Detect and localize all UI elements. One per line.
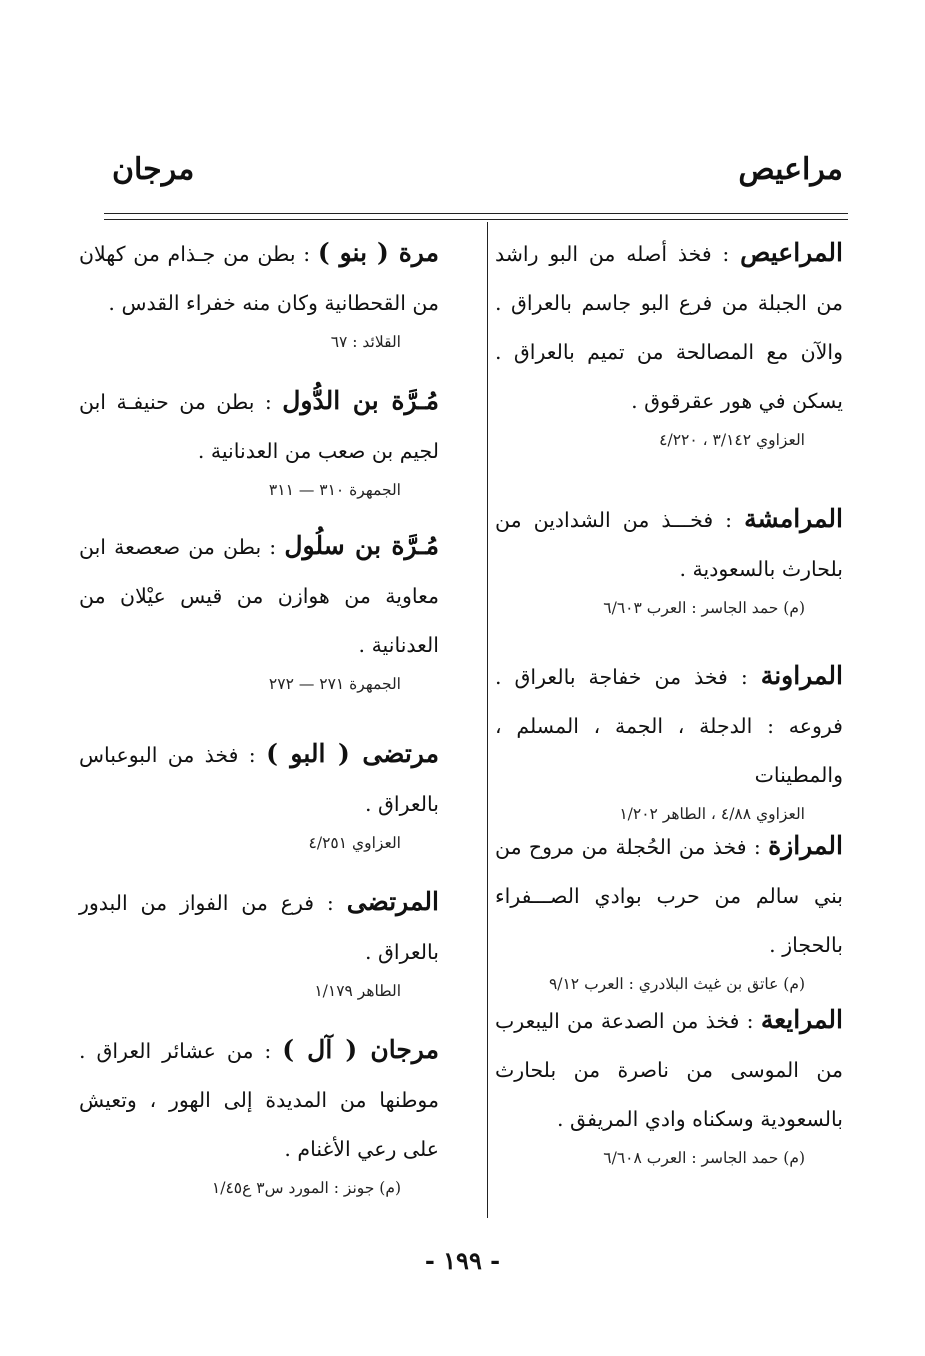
entry-text bbox=[79, 228, 439, 328]
page-number: - ١٩٩ - bbox=[424, 1246, 501, 1275]
entry-name: المراعيص bbox=[740, 238, 843, 267]
running-header-left: مرجان bbox=[112, 152, 195, 187]
header-rule-top bbox=[104, 213, 848, 214]
entry-name: مرتضى ( البو ) bbox=[266, 739, 439, 768]
entry-source: العزاوي ٤/٢٥١ bbox=[308, 834, 401, 852]
entry-source: (م) جونز : المورد س٣ ع١/٤٥ bbox=[211, 1179, 401, 1197]
entry-body: : فخذ أصله من البو راشد من الجبلة من فرع البو جاسم بالعراق . والآن مع المصالحة من تميم بالعراق . يسكن في هور عقرقوق . bbox=[495, 242, 843, 413]
entry-text bbox=[79, 729, 439, 829]
entry-text bbox=[495, 494, 843, 594]
entry-murra-dul bbox=[79, 376, 439, 521]
entry-murtada-bu bbox=[79, 729, 439, 877]
entry-body: : فخذ من الحُجلة من مروح من بني سالم من حرب بوادي الصـــفراء بالحجاز . bbox=[495, 835, 843, 957]
entry-murra-salul bbox=[79, 521, 439, 729]
entry-source: (م) عاتق بن غيث البلادري : العرب ٩/١٢ bbox=[548, 975, 805, 993]
entry-name: المرايعة bbox=[760, 1005, 843, 1034]
entry-text bbox=[79, 1025, 439, 1174]
entry-source: الطاهر ١/١٧٩ bbox=[314, 982, 401, 1000]
column-divider bbox=[487, 222, 488, 1218]
entry-maraza bbox=[495, 821, 843, 995]
entry-source: (م) حمد الجاسر : العرب ٦/٦٠٣ bbox=[603, 599, 805, 617]
entry-text bbox=[79, 877, 439, 977]
entry-text bbox=[79, 376, 439, 476]
entry-source: الجمهرة ٣١٠ — ٣١١ bbox=[268, 481, 401, 499]
header-rule-bottom bbox=[104, 219, 848, 220]
entry-name: مُـرَّة بن سلُول bbox=[284, 531, 439, 560]
entry-text bbox=[495, 995, 843, 1144]
entry-name: المرازة bbox=[768, 831, 843, 860]
entry-body: : فخذ من البوعباس بالعراق . bbox=[79, 743, 439, 816]
entry-body: : بطن من صعصعة ابن معاوية من هوازن من قيس عيْلان من العدنانية . bbox=[79, 535, 439, 657]
entry-body: : فرع من الفواز من البدور بالعراق . bbox=[79, 891, 439, 964]
entry-body: : بطن من حنيفـة ابن لجيم بن صعب من العدنانية . bbox=[79, 390, 439, 463]
entry-body: : بطن من جـذام من كهلان من القحطانية وكان منه خفراء القدس . bbox=[79, 242, 439, 315]
entry-marayaa bbox=[495, 995, 843, 1205]
running-header-right: مراعيص bbox=[738, 152, 843, 187]
entry-name: المراونة bbox=[760, 661, 843, 690]
left-column bbox=[79, 228, 439, 1205]
entry-murra bbox=[79, 228, 439, 376]
entry-text bbox=[79, 521, 439, 670]
entry-marjan bbox=[79, 1025, 439, 1205]
entry-source: العزاوي ٤/٨٨ ، الطاهر ١/٢٠٢ bbox=[619, 805, 805, 823]
entry-name: المرتضى bbox=[346, 887, 439, 916]
entry-body: : من عشائر العراق . موطنها من المديدة إلى الهور ، وتعيش على رعي الأغنام . bbox=[79, 1039, 439, 1161]
entry-al-murtada bbox=[79, 877, 439, 1025]
entry-body: : فخذ من الصدعة من اليبعرب من الموسى من ناصرة من بلحارث بالسعودية وسكناه وادي المريفق . bbox=[495, 1009, 843, 1131]
entry-source: (م) حمد الجاسر : العرب ٦/٦٠٨ bbox=[603, 1149, 805, 1167]
entry-marawna bbox=[495, 651, 843, 821]
entry-source: العزاوي ٣/١٤٢ ، ٤/٢٢٠ bbox=[659, 431, 805, 449]
entry-name: مُـرَّة بن الدُّول bbox=[282, 386, 439, 415]
entry-text bbox=[495, 821, 843, 970]
entry-body: : فخـــذ من الشدادين من بلحارث بالسعودية . bbox=[495, 508, 843, 581]
entry-text bbox=[495, 228, 843, 426]
entry-name: المرامشة bbox=[744, 504, 843, 533]
entry-name: مرة ( بنو ) bbox=[317, 238, 439, 267]
right-column bbox=[495, 228, 843, 1205]
entry-maramsha bbox=[495, 494, 843, 651]
entry-name: مرجان ( آل ) bbox=[282, 1035, 439, 1064]
entry-text bbox=[495, 651, 843, 800]
entry-source: الجمهرة ٢٧١ — ٢٧٢ bbox=[268, 675, 401, 693]
entry-body: : فخذ من خفاجة بالعراق . فروعه : الدجلة ، الجمة ، المسلم ، والمطينات bbox=[495, 665, 843, 787]
entry-source: القلائد : ٦٧ bbox=[330, 333, 401, 351]
entry-maraees bbox=[495, 228, 843, 494]
